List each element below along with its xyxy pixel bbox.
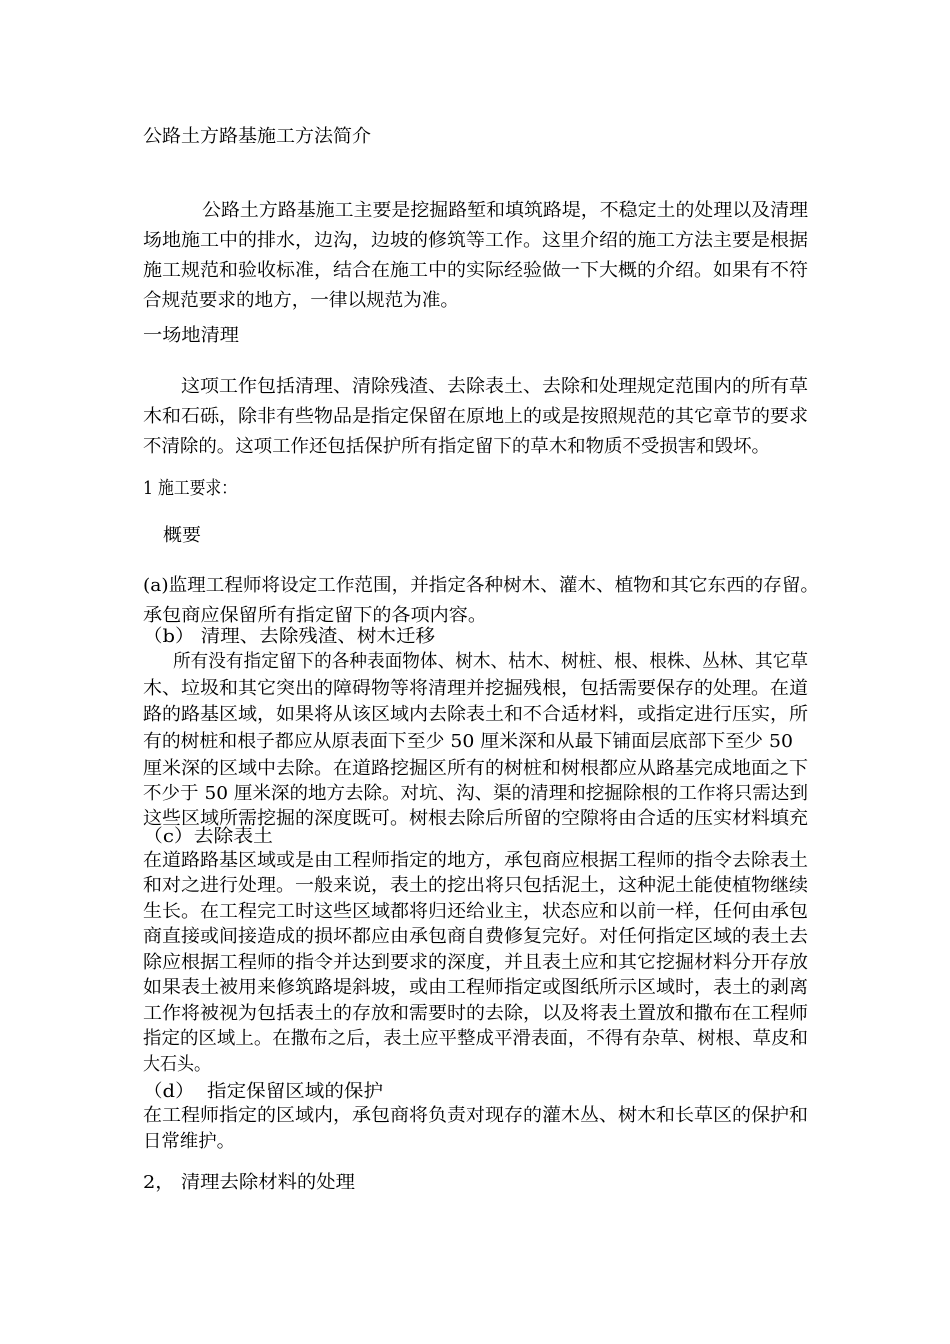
section-body-line: 这项工作包括清理、清除残渣、去除表土、去除和处理规定范围内的所有草 xyxy=(181,376,809,397)
section-body-line: 木和石砾，除非有些物品是指定保留在原地上的或是按照规范的其它章节的要求 xyxy=(143,406,809,427)
intro-line: 场地施工中的排水，边沟，边坡的修筑等工作。这里介绍的施工方法主要是根据 xyxy=(143,230,809,251)
intro-line: 公路土方路基施工主要是挖掘路堑和填筑路堤，不稳定土的处理以及清理 xyxy=(202,200,809,221)
item-c-line: 除应根据工程师的指令并达到要求的深度，并且表土应和其它挖掘材料分开存放 xyxy=(143,952,809,973)
item-c-line: 生长。在工程完工时这些区域都将归还给业主，状态应和以前一样，任何由承包 xyxy=(143,901,809,922)
section-body-line: 不清除的。这项工作还包括保护所有指定留下的草木和物质不受损害和毁坏。 xyxy=(143,436,770,457)
item-c-line: 商直接或间接造成的损坏都应由承包商自费修复完好。对任何指定区域的表土去 xyxy=(143,926,809,947)
item-c-line: 指定的区域上。在撒布之后，表土应平整成平滑表面，不得有杂草、树根、草皮和 xyxy=(143,1028,808,1049)
document-title: 公路土方路基施工方法简介 xyxy=(143,126,372,147)
item-b-line: 厘米深的区域中去除。在道路挖掘区所有的树桩和树根都应从路基完成地面之下 xyxy=(143,758,809,779)
item-c-line: 在道路路基区域或是由工程师指定的地方，承包商应根据工程师的指令去除表土 xyxy=(143,850,809,871)
item-b-line: 木、垃圾和其它突出的障碍物等将清理并挖掘残根，包括需要保存的处理。在道 xyxy=(143,678,809,699)
subsection-heading: 2， 清理去除材料的处理 xyxy=(143,1172,355,1193)
item-c-heading: （c）去除表土 xyxy=(143,826,273,847)
item-b-line: 所有没有指定留下的各种表面物体、树木、枯木、树桩、根、根株、丛林、其它草 xyxy=(173,651,808,672)
subsection-heading: 1 施工要求： xyxy=(143,478,238,499)
item-b-line: 这些区域所需挖掘的深度既可。树根去除后所留的空隙将由合适的压实材料填充 xyxy=(143,808,809,829)
item-c-line: 和对之进行处理。一般来说，表土的挖出将只包括泥土，这种泥土能使植物继续 xyxy=(143,875,809,896)
item-d-line: 日常维护。 xyxy=(143,1131,235,1152)
item-b-line: 路的路基区域，如果将从该区域内去除表土和不合适材料，或指定进行压实，所 xyxy=(143,704,809,725)
item-b-heading: （b） 清理、去除残渣、树木迁移 xyxy=(143,626,436,647)
item-d-heading: （d） 指定保留区域的保护 xyxy=(143,1081,383,1102)
item-a-line: (a)监理工程师将设定工作范围，并指定各种树木、灌木、植物和其它东西的存留。 xyxy=(143,575,819,596)
intro-line: 施工规范和验收标准，结合在施工中的实际经验做一下大概的介绍。如果有不符 xyxy=(143,260,809,281)
item-c-line: 工作将被视为包括表土的存放和需要时的去除，以及将表土置放和撒布在工程师 xyxy=(143,1003,809,1024)
item-b-line: 有的树桩和根子都应从原表面下至少 50 厘米深和从最下铺面层底部下至少 50 xyxy=(143,731,793,752)
overview-heading: 概要 xyxy=(163,525,202,546)
item-c-line: 如果表土被用来修筑路堤斜坡，或由工程师指定或图纸所示区域时，表土的剥离 xyxy=(143,977,809,998)
item-d-line: 在工程师指定的区域内，承包商将负责对现存的灌木丛、树木和长草区的保护和 xyxy=(143,1105,809,1126)
item-c-line: 大石头。 xyxy=(143,1054,211,1075)
intro-line: 合规范要求的地方，一律以规范为准。 xyxy=(143,290,460,311)
section-heading: 一场地清理 xyxy=(143,325,240,346)
item-b-line: 不少于 50 厘米深的地方去除。对坑、沟、渠的清理和挖掘除根的工作将只需达到 xyxy=(143,783,808,804)
item-a-line: 承包商应保留所有指定留下的各项内容。 xyxy=(143,605,487,626)
